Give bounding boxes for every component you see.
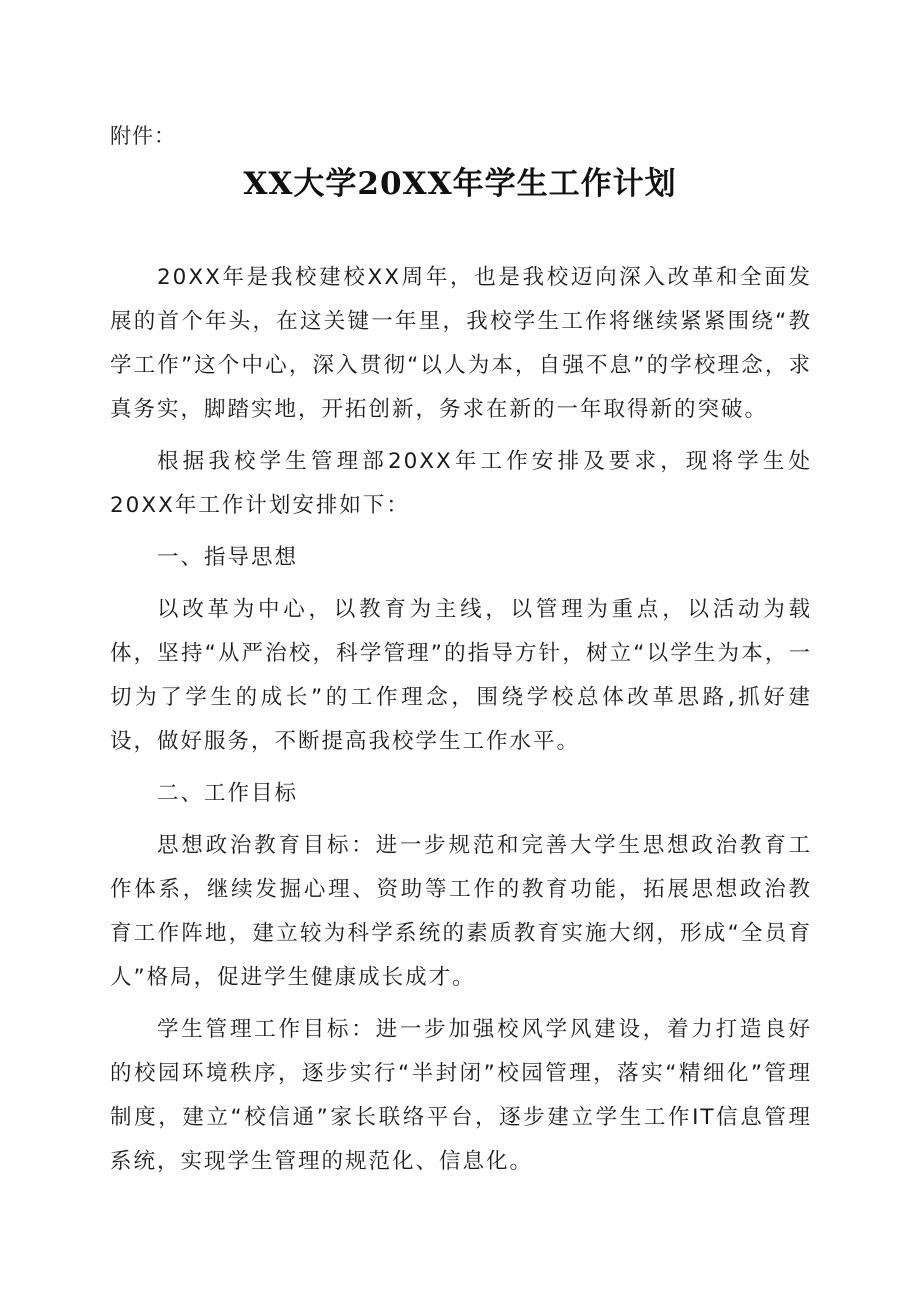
section-heading-guiding-ideology: 一、指导思想: [157, 545, 299, 570]
document-title: XX大学20XX年学生工作计划: [243, 166, 677, 202]
paragraph-ideological-goal: 思想政治教育目标：进一步规范和完善大学生思想政治教育工作体系，继续发掘心理、资助等工作的教育功能，拓展思想政治教育工作阵地，建立较为科学系统的素质教育实施大纲，形成“全员育人”格局，促进学生健康成长成才。: [110, 833, 812, 990]
paragraph-management-goal: 学生管理工作目标：进一步加强校风学风建设，着力打造良好的校园环境秩序，逐步实行“半封闭”校园管理，落实“精细化”管理制度，建立“校信通”家长联络平台，逐步建立学生工作IT信息管理系统，实现学生管理的规范化、信息化。: [110, 1017, 812, 1174]
paragraph-guiding-ideology: 以改革为中心，以教育为主线，以管理为重点，以活动为载体，坚持“从严治校，科学管理”的指导方针，树立“以学生为本，一切为了学生的成长”的工作理念，围绕学校总体改革思路,抓好建设，做好服务，不断提高我校学生工作水平。: [110, 597, 812, 754]
document-body: [110, 256, 812, 1192]
section-heading-work-goals: 二、工作目标: [157, 781, 299, 806]
paragraph-intro: 20XX年是我校建校XX周年，也是我校迈向深入改革和全面发展的首个年头，在这关键一年里，我校学生工作将继续紧紧围绕“教学工作”这个中心，深入贯彻“以人为本，自强不息”的学校理念，求真务实，脚踏实地，开拓创新，务求在新的一年取得新的突破。: [110, 265, 812, 422]
paragraph-plan-basis: 根据我校学生管理部20XX年工作安排及要求，现将学生处20XX年工作计划安排如下：: [110, 449, 812, 518]
attachment-label: 附件：: [110, 124, 176, 148]
